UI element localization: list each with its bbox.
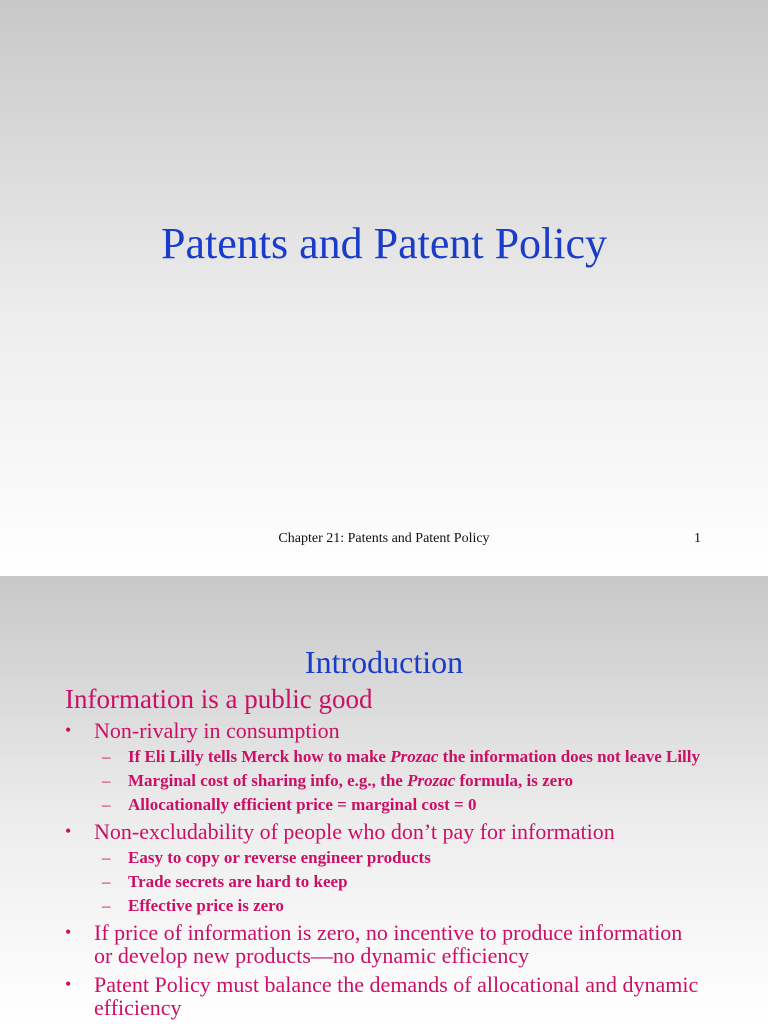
sub-bullet-emphasis: Prozac xyxy=(390,747,439,766)
bullet-icon: • xyxy=(65,720,72,740)
bullet-icon: • xyxy=(65,974,72,994)
section-heading: Information is a public good xyxy=(65,684,373,714)
sub-bullet-item xyxy=(65,795,705,814)
sub-bullet-item xyxy=(65,872,705,891)
slide-number: 1 xyxy=(694,531,701,546)
dash-icon: – xyxy=(102,848,111,867)
dash-icon: – xyxy=(102,872,111,891)
bullet-text: Patent Policy must balance the demands of allocational and dynamic efficiency xyxy=(94,972,699,1020)
bullet-list xyxy=(65,719,705,1019)
dash-icon: – xyxy=(102,795,111,814)
sub-bullet-text: Allocationally efficient price = marginal cost = 0 xyxy=(128,795,477,814)
sub-bullet-emphasis: Prozac xyxy=(407,771,456,790)
dash-icon: – xyxy=(102,771,111,790)
bullet-item xyxy=(65,719,705,742)
slide-2 xyxy=(0,576,768,1024)
sub-bullet-text: Easy to copy or reverse engineer products xyxy=(128,848,431,867)
slide-footer: Chapter 21: Patents and Patent Policy xyxy=(278,531,490,546)
bullet-item xyxy=(65,973,705,1019)
sub-bullet-item xyxy=(65,771,705,790)
sub-bullet-text: Trade secrets are hard to keep xyxy=(128,872,348,891)
bullet-text: Non-rivalry in consumption xyxy=(94,718,340,743)
dash-icon: – xyxy=(102,896,111,915)
sub-bullet-item xyxy=(65,848,705,867)
dash-icon: – xyxy=(102,747,111,766)
sub-bullet-text: If Eli Lilly tells Merck how to make xyxy=(128,747,391,766)
slide-title: Patents and Patent Policy xyxy=(160,219,608,268)
bullet-item xyxy=(65,921,705,967)
bullet-text: Non-excludability of people who don’t pay for information xyxy=(94,819,615,844)
bullet-item xyxy=(65,820,705,843)
sub-bullet-item xyxy=(65,747,705,766)
sub-bullet-item xyxy=(65,896,705,915)
sub-bullet-text: Marginal cost of sharing info, e.g., the xyxy=(128,771,408,790)
bullet-text: If price of information is zero, no incentive to produce information or develop new products—no dynamic efficiency xyxy=(94,920,683,968)
slide-title: Introduction xyxy=(304,644,464,680)
sub-bullet-text: formula, is zero xyxy=(455,771,573,790)
sub-bullet-text: Effective price is zero xyxy=(128,896,284,915)
sub-bullet-text: the information does not leave Lilly xyxy=(438,747,701,766)
bullet-icon: • xyxy=(65,821,72,841)
bullet-icon: • xyxy=(65,922,72,942)
